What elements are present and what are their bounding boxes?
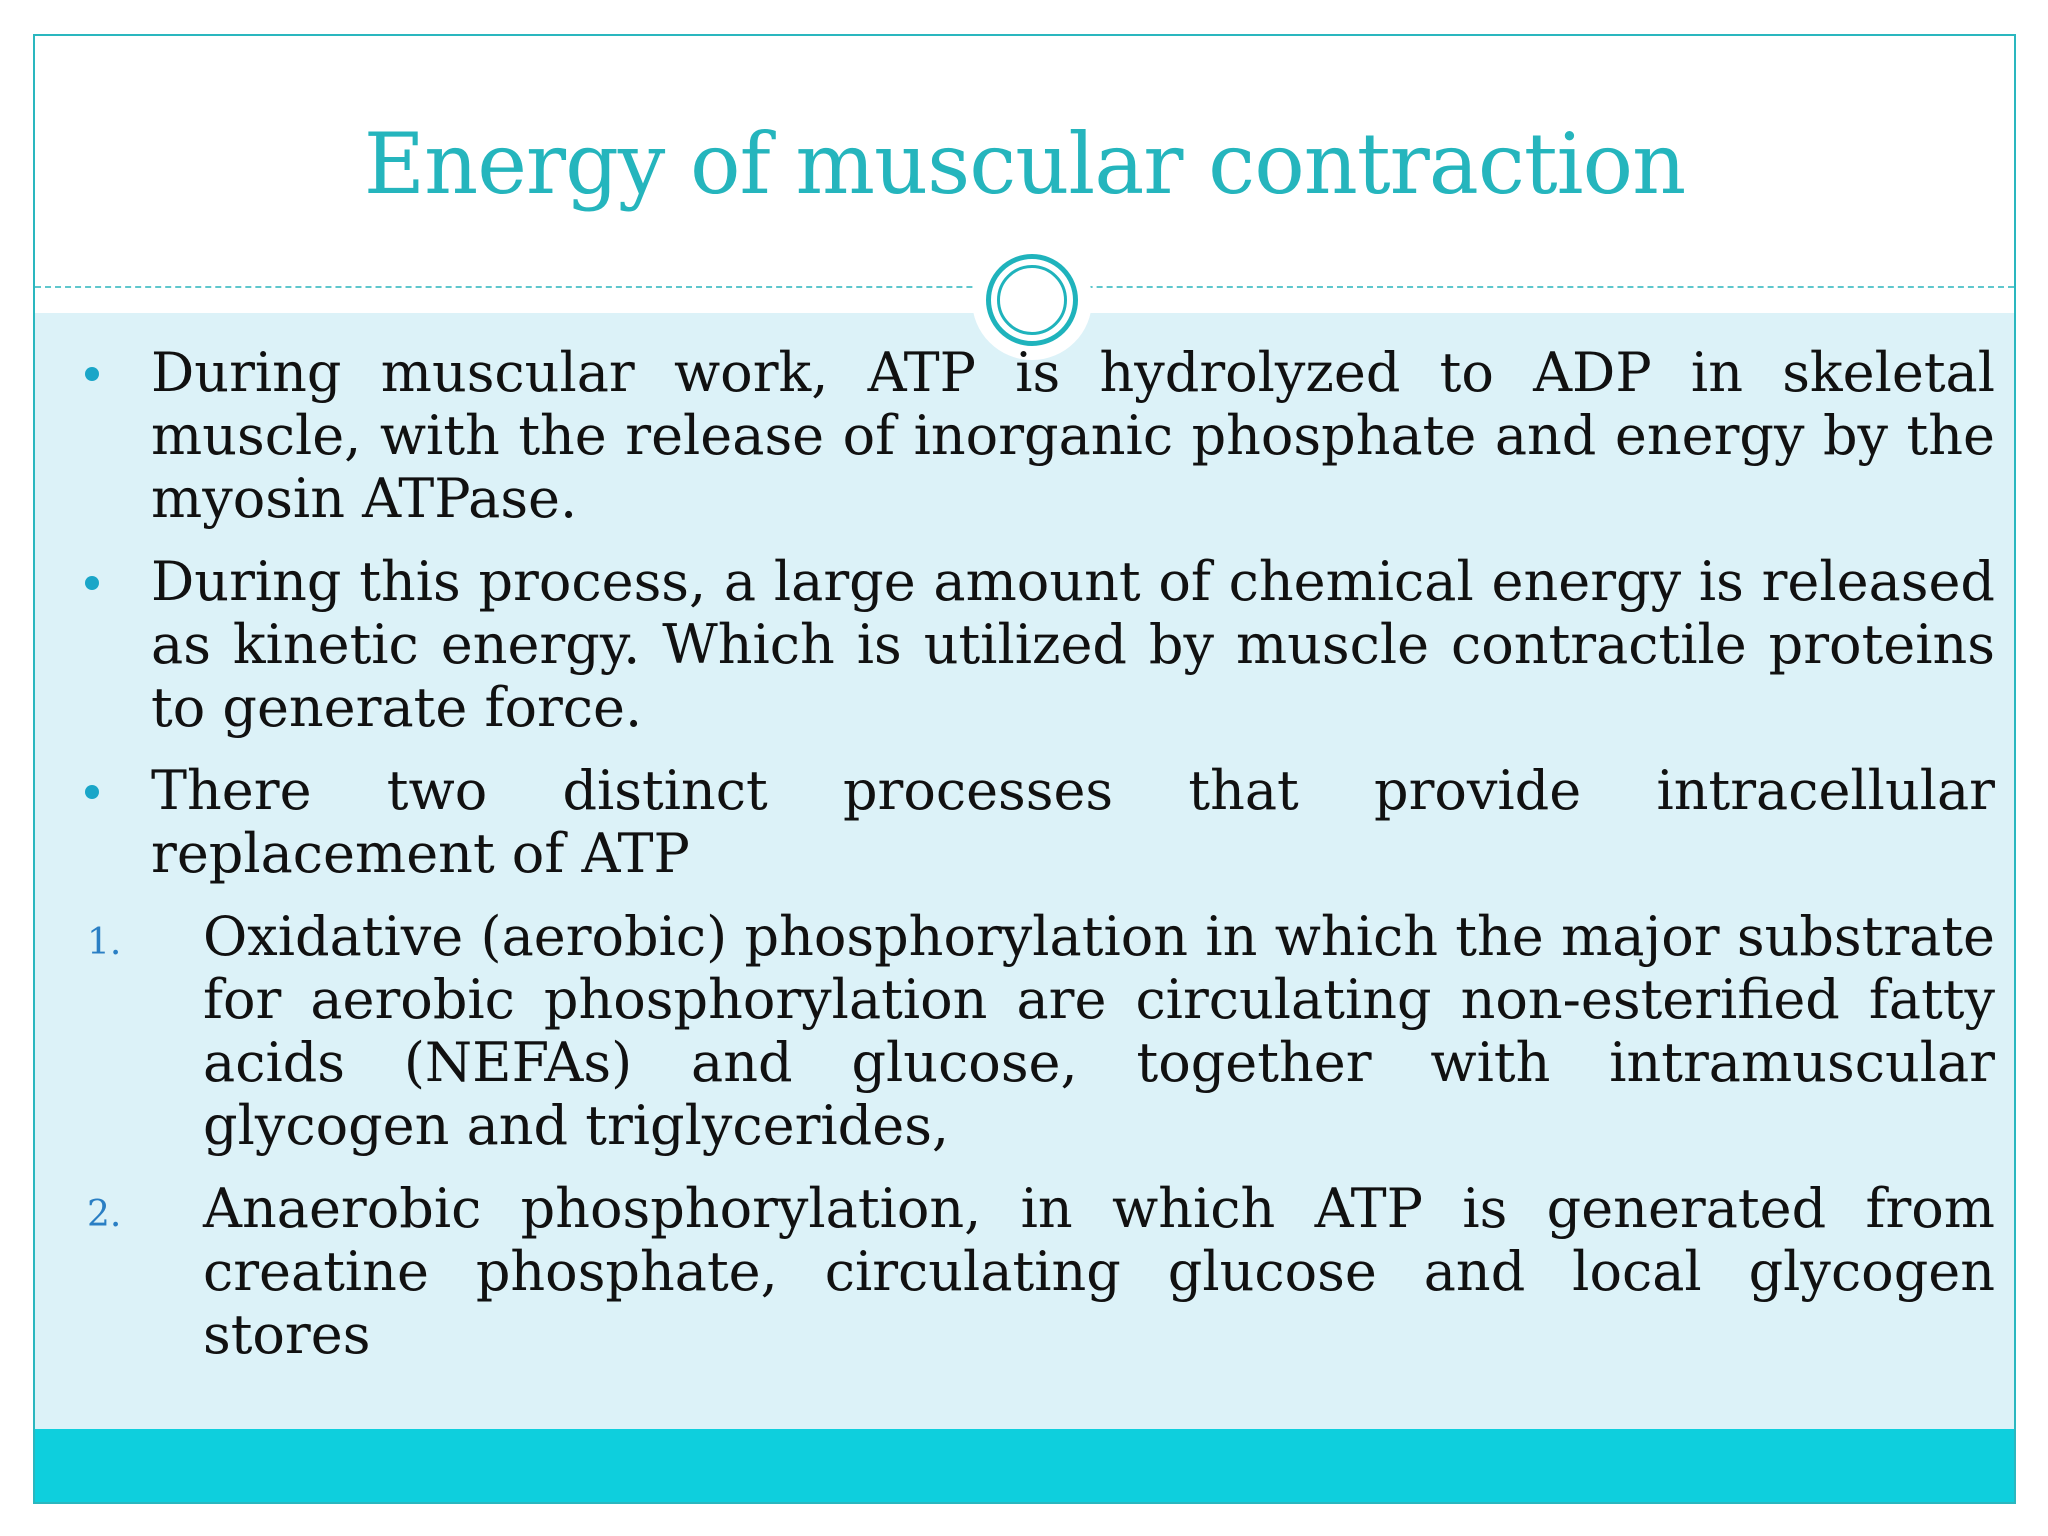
bullet-item [65, 550, 1995, 739]
slide [33, 34, 2016, 1504]
list-number: 1. [87, 922, 122, 963]
bullet-dot-icon [85, 367, 99, 381]
list-number: 2. [87, 1194, 122, 1235]
numbered-item [65, 1177, 1995, 1366]
footer-bar [35, 1429, 2014, 1502]
bullet-dot-icon [85, 785, 99, 799]
bullet-item [65, 341, 1995, 530]
slide-title: Energy of muscular contraction [363, 115, 1686, 213]
bullet-text: During muscular work, ATP is hydrolyzed to ADP in skeletal muscle, with the release of inorganic phosphate and energy by the myosin ATPase. [151, 341, 1995, 530]
circle-ornament-icon [986, 254, 1078, 346]
bullet-text: During this process, a large amount of chemical energy is released as kinetic energy. Which is utilized by muscle contractile proteins to generate force. [151, 550, 1995, 739]
numbered-text: Anaerobic phosphorylation, in which ATP is generated from creatine phosphate, circulating glucose and local glycogen stores [203, 1177, 1995, 1366]
slide-content [65, 341, 1995, 1386]
bullet-dot-icon [85, 576, 99, 590]
bullet-text: There two distinct processes that provide intracellular replacement of ATP [151, 759, 1995, 885]
numbered-text: Oxidative (aerobic) phosphorylation in which the major substrate for aerobic phosphorylation are circulating non-esterified fatty acids (NEFAs) and glucose, together with intramuscular glycogen and triglycerides, [203, 905, 1995, 1157]
numbered-item [65, 905, 1995, 1157]
bullet-item [65, 759, 1995, 885]
